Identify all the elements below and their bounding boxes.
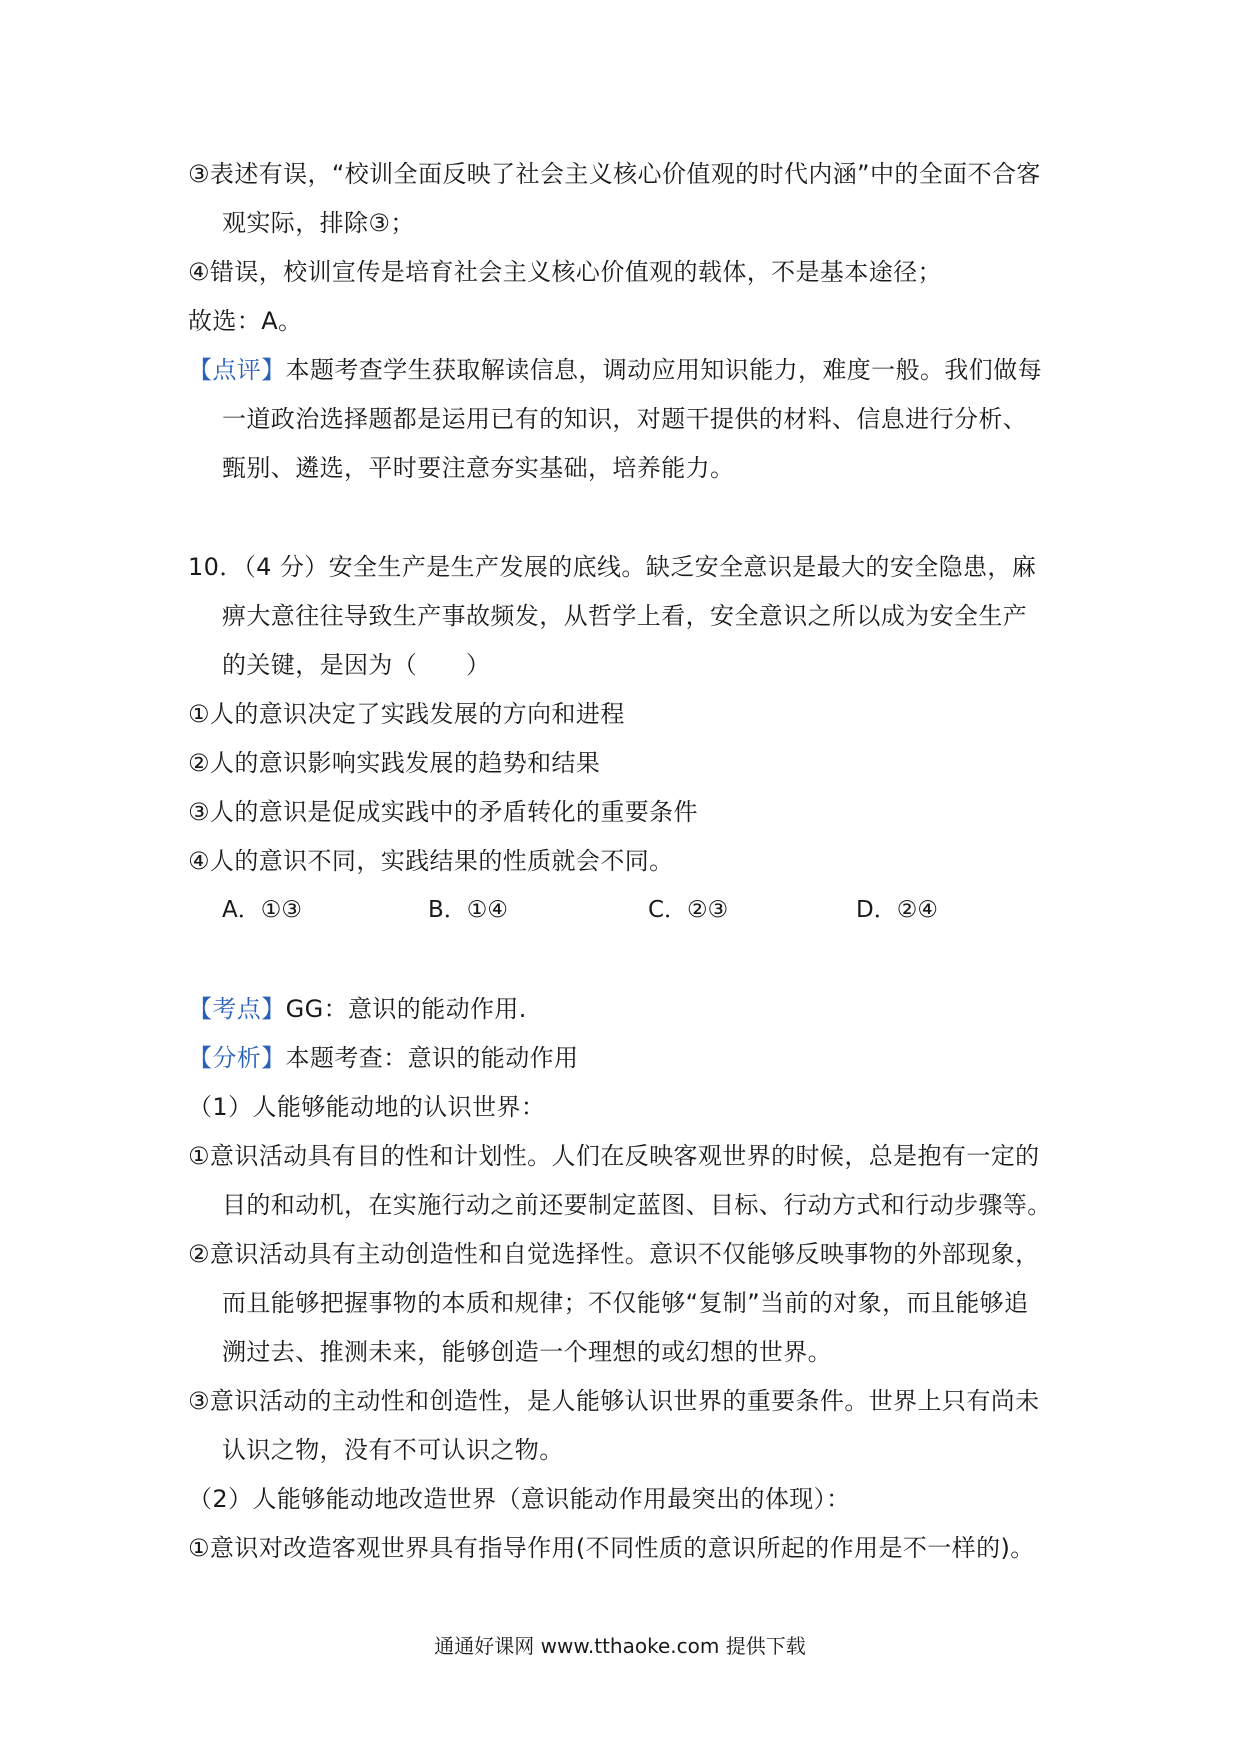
kaodian-tag: 【考点】 — [188, 995, 286, 1023]
paragraph-line: 溯过去、推测未来，能够创造一个理想的或幻想的世界。 — [222, 1338, 832, 1366]
comment-line — [188, 355, 1042, 385]
comment-line: 甄别、遴选，平时要注意夯实基础，培养能力。 — [222, 454, 735, 482]
paragraph-line: ②意识活动具有主动创造性和自觉选择性。意识不仅能够反映事物的外部现象， — [188, 1240, 1040, 1268]
answer-line: 故选：A。 — [188, 307, 303, 335]
paragraph-line: ④错误，校训宣传是培育社会主义核心价值观的载体，不是基本途径； — [188, 258, 942, 286]
paragraph-line: 而且能够把握事物的本质和规律；不仅能够“复制”当前的对象，而且能够追 — [222, 1289, 1029, 1317]
paragraph-line: ①意识活动具有目的性和计划性。人们在反映客观世界的时候，总是抱有一定的 — [188, 1142, 1040, 1170]
comment-tag: 【点评】 — [188, 356, 286, 384]
paragraph-line: 认识之物，没有不可认识之物。 — [222, 1436, 564, 1464]
question-stem: 痹大意往往导致生产事故频发，从哲学上看，安全意识之所以成为安全生产 — [222, 602, 1028, 630]
comment-line: 一道政治选择题都是运用已有的知识，对题干提供的材料、信息进行分析、 — [222, 405, 1028, 433]
question-stem: 的关键，是因为（ ） — [222, 651, 491, 679]
option-c: C．②③ — [648, 897, 729, 923]
question-item: ③人的意识是促成实践中的矛盾转化的重要条件 — [188, 798, 698, 826]
comment-text: 本题考查学生获取解读信息，调动应用知识能力，难度一般。我们做每 — [285, 356, 1043, 384]
option-b: B．①④ — [428, 897, 509, 923]
section-title: （2）人能够能动地改造世界（意识能动作用最突出的体现）： — [188, 1485, 851, 1513]
question-item: ②人的意识影响实践发展的趋势和结果 — [188, 749, 601, 777]
section-title: （1）人能够能动地的认识世界： — [188, 1093, 546, 1121]
paragraph-line: ③表述有误，“校训全面反映了社会主义核心价值观的时代内涵”中的全面不合客 — [188, 160, 1041, 188]
question-stem: 10．（4 分）安全生产是生产发展的底线。缺乏安全意识是最大的安全隐患，麻 — [188, 553, 1037, 581]
fenxi-line — [188, 1043, 578, 1073]
question-item: ①人的意识决定了实践发展的方向和进程 — [188, 700, 625, 728]
paragraph-line: 观实际，排除③； — [222, 209, 415, 237]
kaodian-line — [188, 994, 527, 1024]
kaodian-text: GG：意识的能动作用. — [285, 995, 527, 1023]
option-a: A．①③ — [222, 897, 302, 923]
question-item: ④人的意识不同，实践结果的性质就会不同。 — [188, 847, 674, 875]
paragraph-line: ③意识活动的主动性和创造性，是人能够认识世界的重要条件。世界上只有尚未 — [188, 1387, 1040, 1415]
paragraph-line: ①意识对改造客观世界具有指导作用(不同性质的意识所起的作用是不一样的)。 — [188, 1534, 1035, 1562]
fenxi-tag: 【分析】 — [188, 1044, 286, 1072]
paragraph-line: 目的和动机，在实施行动之前还要制定蓝图、目标、行动方式和行动步骤等。 — [222, 1191, 1052, 1219]
fenxi-text: 本题考查：意识的能动作用 — [285, 1044, 579, 1072]
page-footer: 通通好课网 www.tthaoke.com 提供下载 — [434, 1634, 806, 1658]
option-d: D．②④ — [856, 897, 938, 923]
